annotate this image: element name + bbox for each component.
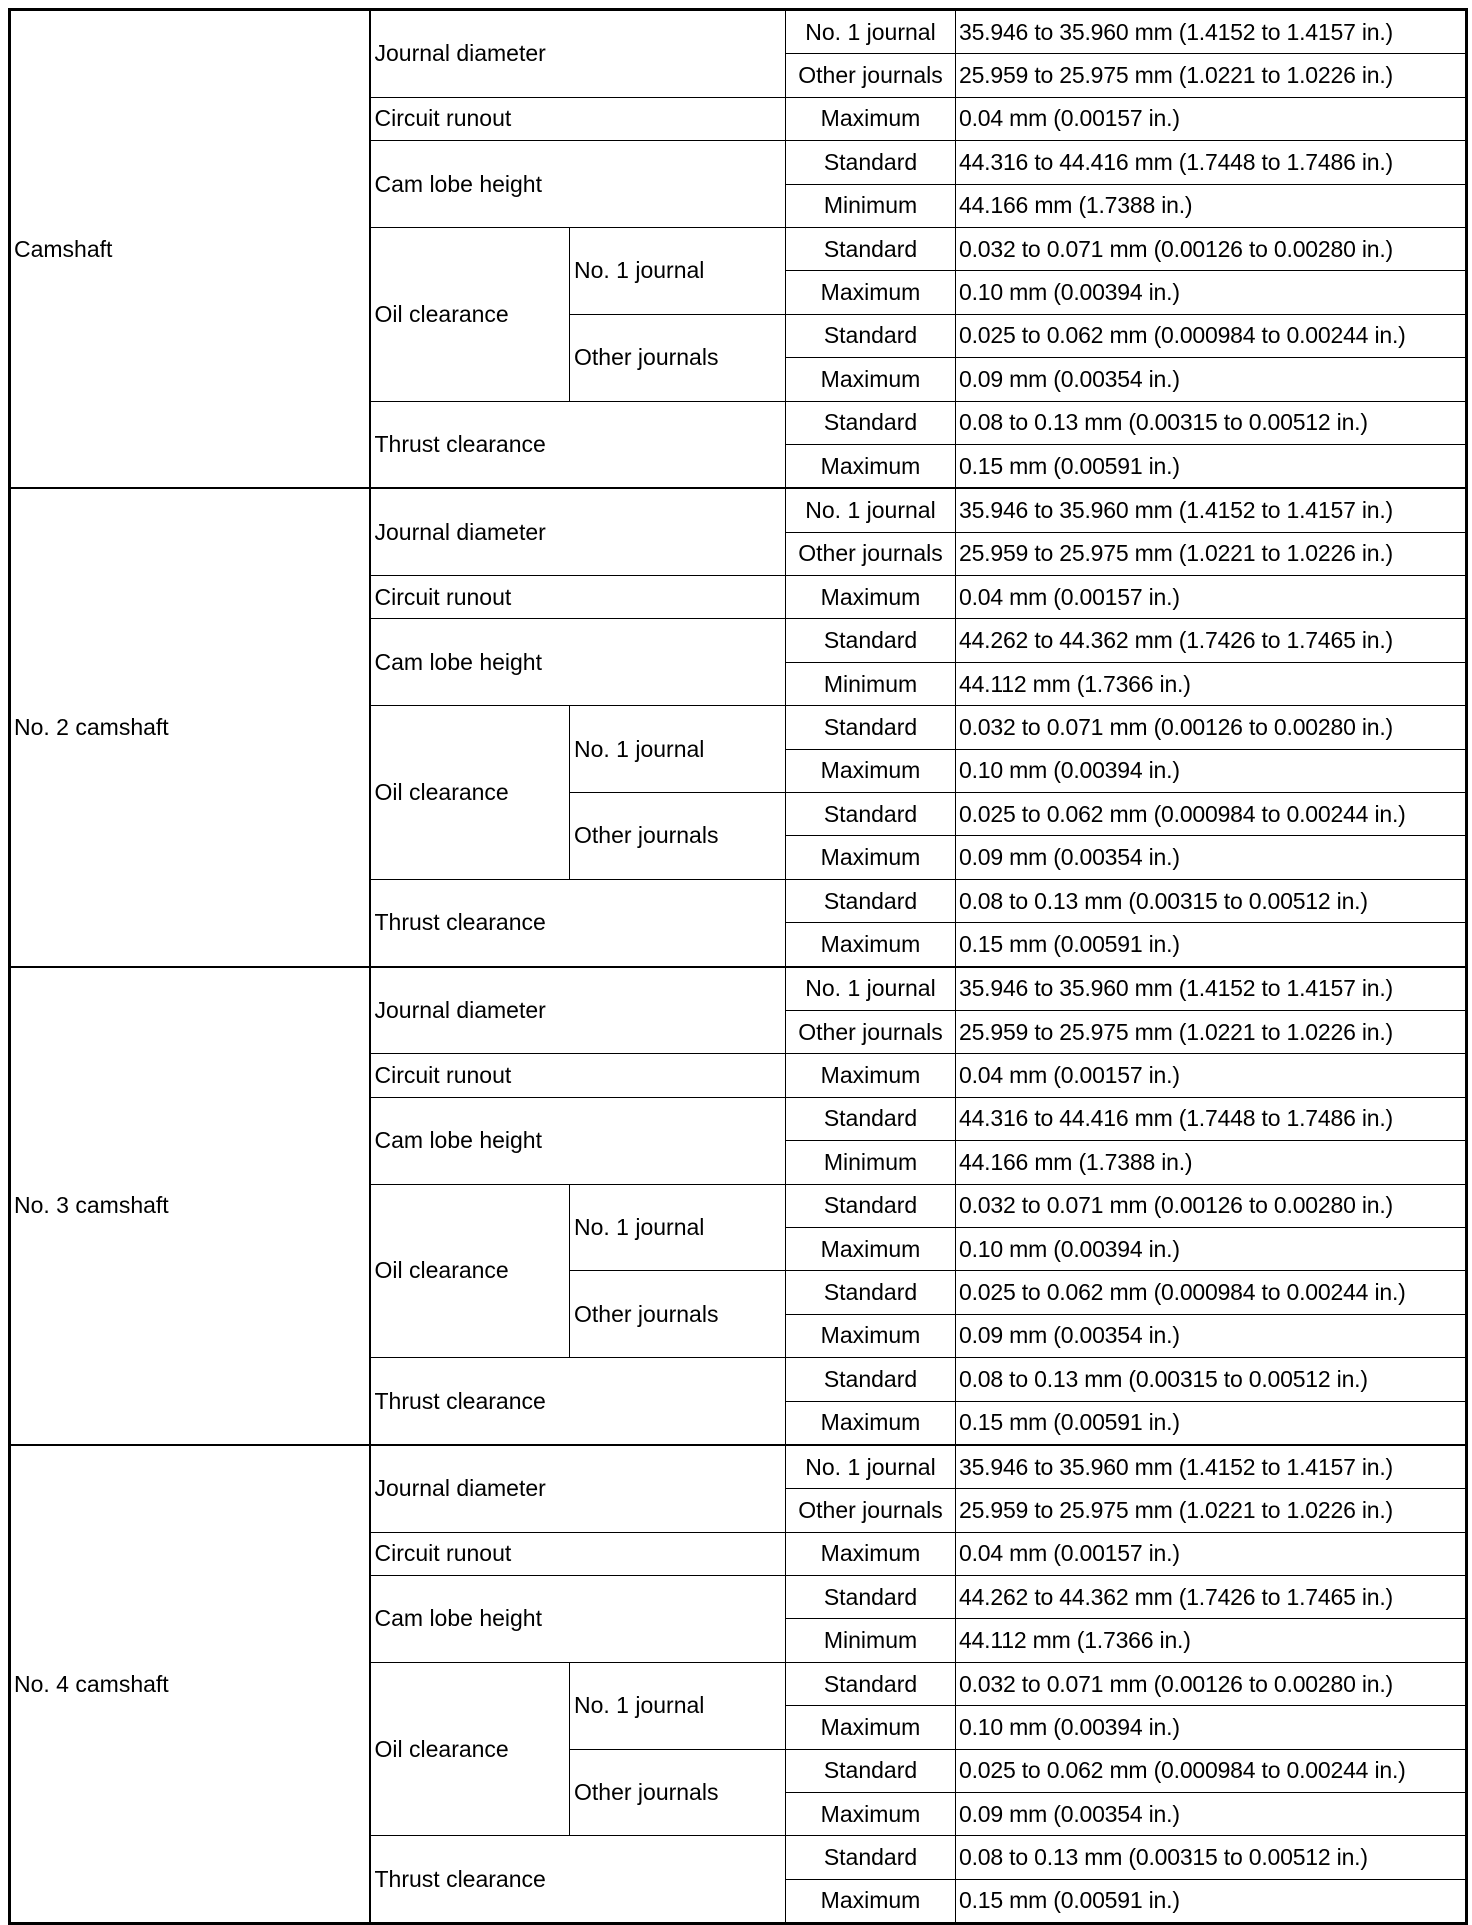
item-label: Circuit runout <box>370 97 786 140</box>
condition-label: No. 1 journal <box>786 967 956 1011</box>
spec-row <box>10 488 1467 532</box>
condition-label: Maximum <box>786 836 956 879</box>
spec-value: 0.025 to 0.062 mm (0.000984 to 0.00244 in.) <box>956 793 1467 836</box>
spec-value: 25.959 to 25.975 mm (1.0221 to 1.0226 in.) <box>956 54 1467 97</box>
item-label: Circuit runout <box>370 1054 786 1097</box>
sub-item-label: No. 1 journal <box>570 1662 786 1749</box>
condition-label: Maximum <box>786 358 956 401</box>
spec-value: 25.959 to 25.975 mm (1.0221 to 1.0226 in.) <box>956 1489 1467 1532</box>
spec-value: 25.959 to 25.975 mm (1.0221 to 1.0226 in.) <box>956 1010 1467 1053</box>
item-label: Thrust clearance <box>370 1358 786 1445</box>
item-label: Thrust clearance <box>370 879 786 966</box>
spec-value: 25.959 to 25.975 mm (1.0221 to 1.0226 in.) <box>956 532 1467 575</box>
item-label: Journal diameter <box>370 967 786 1054</box>
item-label: Journal diameter <box>370 1445 786 1532</box>
condition-label: Other journals <box>786 1489 956 1532</box>
condition-label: Standard <box>786 1576 956 1619</box>
condition-label: Maximum <box>786 1054 956 1097</box>
condition-label: Standard <box>786 619 956 662</box>
item-label: Oil clearance <box>370 706 570 880</box>
spec-row <box>10 1445 1467 1489</box>
condition-label: Other journals <box>786 54 956 97</box>
spec-value: 44.112 mm (1.7366 in.) <box>956 662 1467 705</box>
condition-label: Standard <box>786 706 956 749</box>
condition-label: Standard <box>786 401 956 444</box>
item-label: Circuit runout <box>370 1532 786 1575</box>
spec-value: 0.04 mm (0.00157 in.) <box>956 1532 1467 1575</box>
condition-label: Standard <box>786 1836 956 1879</box>
condition-label: Standard <box>786 141 956 184</box>
item-label: Cam lobe height <box>370 1097 786 1184</box>
spec-value: 44.316 to 44.416 mm (1.7448 to 1.7486 in.) <box>956 1097 1467 1140</box>
spec-value: 0.09 mm (0.00354 in.) <box>956 1793 1467 1836</box>
condition-label: Maximum <box>786 271 956 314</box>
spec-row <box>10 967 1467 1011</box>
sub-item-label: Other journals <box>570 793 786 880</box>
condition-label: Other journals <box>786 1010 956 1053</box>
condition-label: Minimum <box>786 1141 956 1184</box>
sub-item-label: No. 1 journal <box>570 1184 786 1271</box>
condition-label: Standard <box>786 1749 956 1792</box>
spec-value: 0.025 to 0.062 mm (0.000984 to 0.00244 in.) <box>956 1749 1467 1792</box>
item-label: Circuit runout <box>370 576 786 619</box>
condition-label: Standard <box>786 1097 956 1140</box>
condition-label: Minimum <box>786 184 956 227</box>
spec-value: 35.946 to 35.960 mm (1.4152 to 1.4157 in.) <box>956 967 1467 1011</box>
spec-value: 0.04 mm (0.00157 in.) <box>956 97 1467 140</box>
sub-item-label: No. 1 journal <box>570 706 786 793</box>
spec-value: 0.09 mm (0.00354 in.) <box>956 1314 1467 1357</box>
condition-label: Standard <box>786 879 956 922</box>
condition-label: Other journals <box>786 532 956 575</box>
condition-label: Standard <box>786 1662 956 1705</box>
condition-label: Maximum <box>786 1706 956 1749</box>
condition-label: Minimum <box>786 1619 956 1662</box>
spec-value: 0.10 mm (0.00394 in.) <box>956 749 1467 792</box>
spec-value: 44.166 mm (1.7388 in.) <box>956 184 1467 227</box>
spec-value: 44.262 to 44.362 mm (1.7426 to 1.7465 in.) <box>956 619 1467 662</box>
spec-value: 0.08 to 0.13 mm (0.00315 to 0.00512 in.) <box>956 1358 1467 1401</box>
spec-value: 0.15 mm (0.00591 in.) <box>956 1401 1467 1445</box>
condition-label: Minimum <box>786 662 956 705</box>
condition-label: Maximum <box>786 97 956 140</box>
condition-label: Standard <box>786 793 956 836</box>
item-label: Oil clearance <box>370 227 570 401</box>
condition-label: Maximum <box>786 749 956 792</box>
condition-label: Maximum <box>786 1314 956 1357</box>
spec-value: 0.10 mm (0.00394 in.) <box>956 1706 1467 1749</box>
section-label: No. 3 camshaft <box>10 967 370 1445</box>
item-label: Journal diameter <box>370 10 786 98</box>
spec-value: 0.15 mm (0.00591 in.) <box>956 923 1467 967</box>
condition-label: No. 1 journal <box>786 1445 956 1489</box>
condition-label: Standard <box>786 1271 956 1314</box>
condition-label: Maximum <box>786 1879 956 1923</box>
condition-label: Maximum <box>786 1401 956 1445</box>
section-label: Camshaft <box>10 10 370 489</box>
spec-value: 44.262 to 44.362 mm (1.7426 to 1.7465 in.) <box>956 1576 1467 1619</box>
condition-label: No. 1 journal <box>786 488 956 532</box>
spec-value: 0.032 to 0.071 mm (0.00126 to 0.00280 in.) <box>956 706 1467 749</box>
spec-value: 0.032 to 0.071 mm (0.00126 to 0.00280 in.) <box>956 1184 1467 1227</box>
spec-value: 0.09 mm (0.00354 in.) <box>956 358 1467 401</box>
item-label: Journal diameter <box>370 488 786 575</box>
spec-value: 0.08 to 0.13 mm (0.00315 to 0.00512 in.) <box>956 401 1467 444</box>
spec-value: 0.10 mm (0.00394 in.) <box>956 1227 1467 1270</box>
condition-label: Maximum <box>786 923 956 967</box>
sub-item-label: Other journals <box>570 1749 786 1836</box>
item-label: Oil clearance <box>370 1662 570 1836</box>
condition-label: Maximum <box>786 576 956 619</box>
spec-value: 0.08 to 0.13 mm (0.00315 to 0.00512 in.) <box>956 879 1467 922</box>
item-label: Cam lobe height <box>370 619 786 706</box>
condition-label: Maximum <box>786 1227 956 1270</box>
condition-label: Standard <box>786 227 956 270</box>
item-label: Thrust clearance <box>370 401 786 488</box>
item-label: Oil clearance <box>370 1184 570 1358</box>
condition-label: Standard <box>786 1184 956 1227</box>
spec-value: 0.10 mm (0.00394 in.) <box>956 271 1467 314</box>
section-label: No. 4 camshaft <box>10 1445 370 1924</box>
spec-value: 0.025 to 0.062 mm (0.000984 to 0.00244 in.) <box>956 314 1467 357</box>
section-label: No. 2 camshaft <box>10 488 370 966</box>
condition-label: Maximum <box>786 1793 956 1836</box>
spec-value: 35.946 to 35.960 mm (1.4152 to 1.4157 in.) <box>956 10 1467 54</box>
item-label: Thrust clearance <box>370 1836 786 1924</box>
spec-value: 0.032 to 0.071 mm (0.00126 to 0.00280 in.) <box>956 1662 1467 1705</box>
condition-label: Maximum <box>786 1532 956 1575</box>
condition-label: No. 1 journal <box>786 10 956 54</box>
spec-value: 0.032 to 0.071 mm (0.00126 to 0.00280 in.) <box>956 227 1467 270</box>
item-label: Cam lobe height <box>370 1576 786 1663</box>
condition-label: Standard <box>786 314 956 357</box>
spec-value: 0.15 mm (0.00591 in.) <box>956 444 1467 488</box>
sub-item-label: Other journals <box>570 1271 786 1358</box>
condition-label: Maximum <box>786 444 956 488</box>
spec-value: 0.025 to 0.062 mm (0.000984 to 0.00244 in.) <box>956 1271 1467 1314</box>
spec-value: 0.08 to 0.13 mm (0.00315 to 0.00512 in.) <box>956 1836 1467 1879</box>
spec-value: 0.04 mm (0.00157 in.) <box>956 576 1467 619</box>
spec-value: 44.316 to 44.416 mm (1.7448 to 1.7486 in.) <box>956 141 1467 184</box>
condition-label: Standard <box>786 1358 956 1401</box>
sub-item-label: Other journals <box>570 314 786 401</box>
spec-row <box>10 10 1467 54</box>
sub-item-label: No. 1 journal <box>570 227 786 314</box>
camshaft-spec-table <box>8 8 1468 1925</box>
spec-value: 44.112 mm (1.7366 in.) <box>956 1619 1467 1662</box>
spec-value: 44.166 mm (1.7388 in.) <box>956 1141 1467 1184</box>
spec-value: 35.946 to 35.960 mm (1.4152 to 1.4157 in.) <box>956 488 1467 532</box>
item-label: Cam lobe height <box>370 141 786 228</box>
spec-value: 0.15 mm (0.00591 in.) <box>956 1879 1467 1923</box>
spec-value: 0.09 mm (0.00354 in.) <box>956 836 1467 879</box>
spec-value: 35.946 to 35.960 mm (1.4152 to 1.4157 in.) <box>956 1445 1467 1489</box>
spec-value: 0.04 mm (0.00157 in.) <box>956 1054 1467 1097</box>
